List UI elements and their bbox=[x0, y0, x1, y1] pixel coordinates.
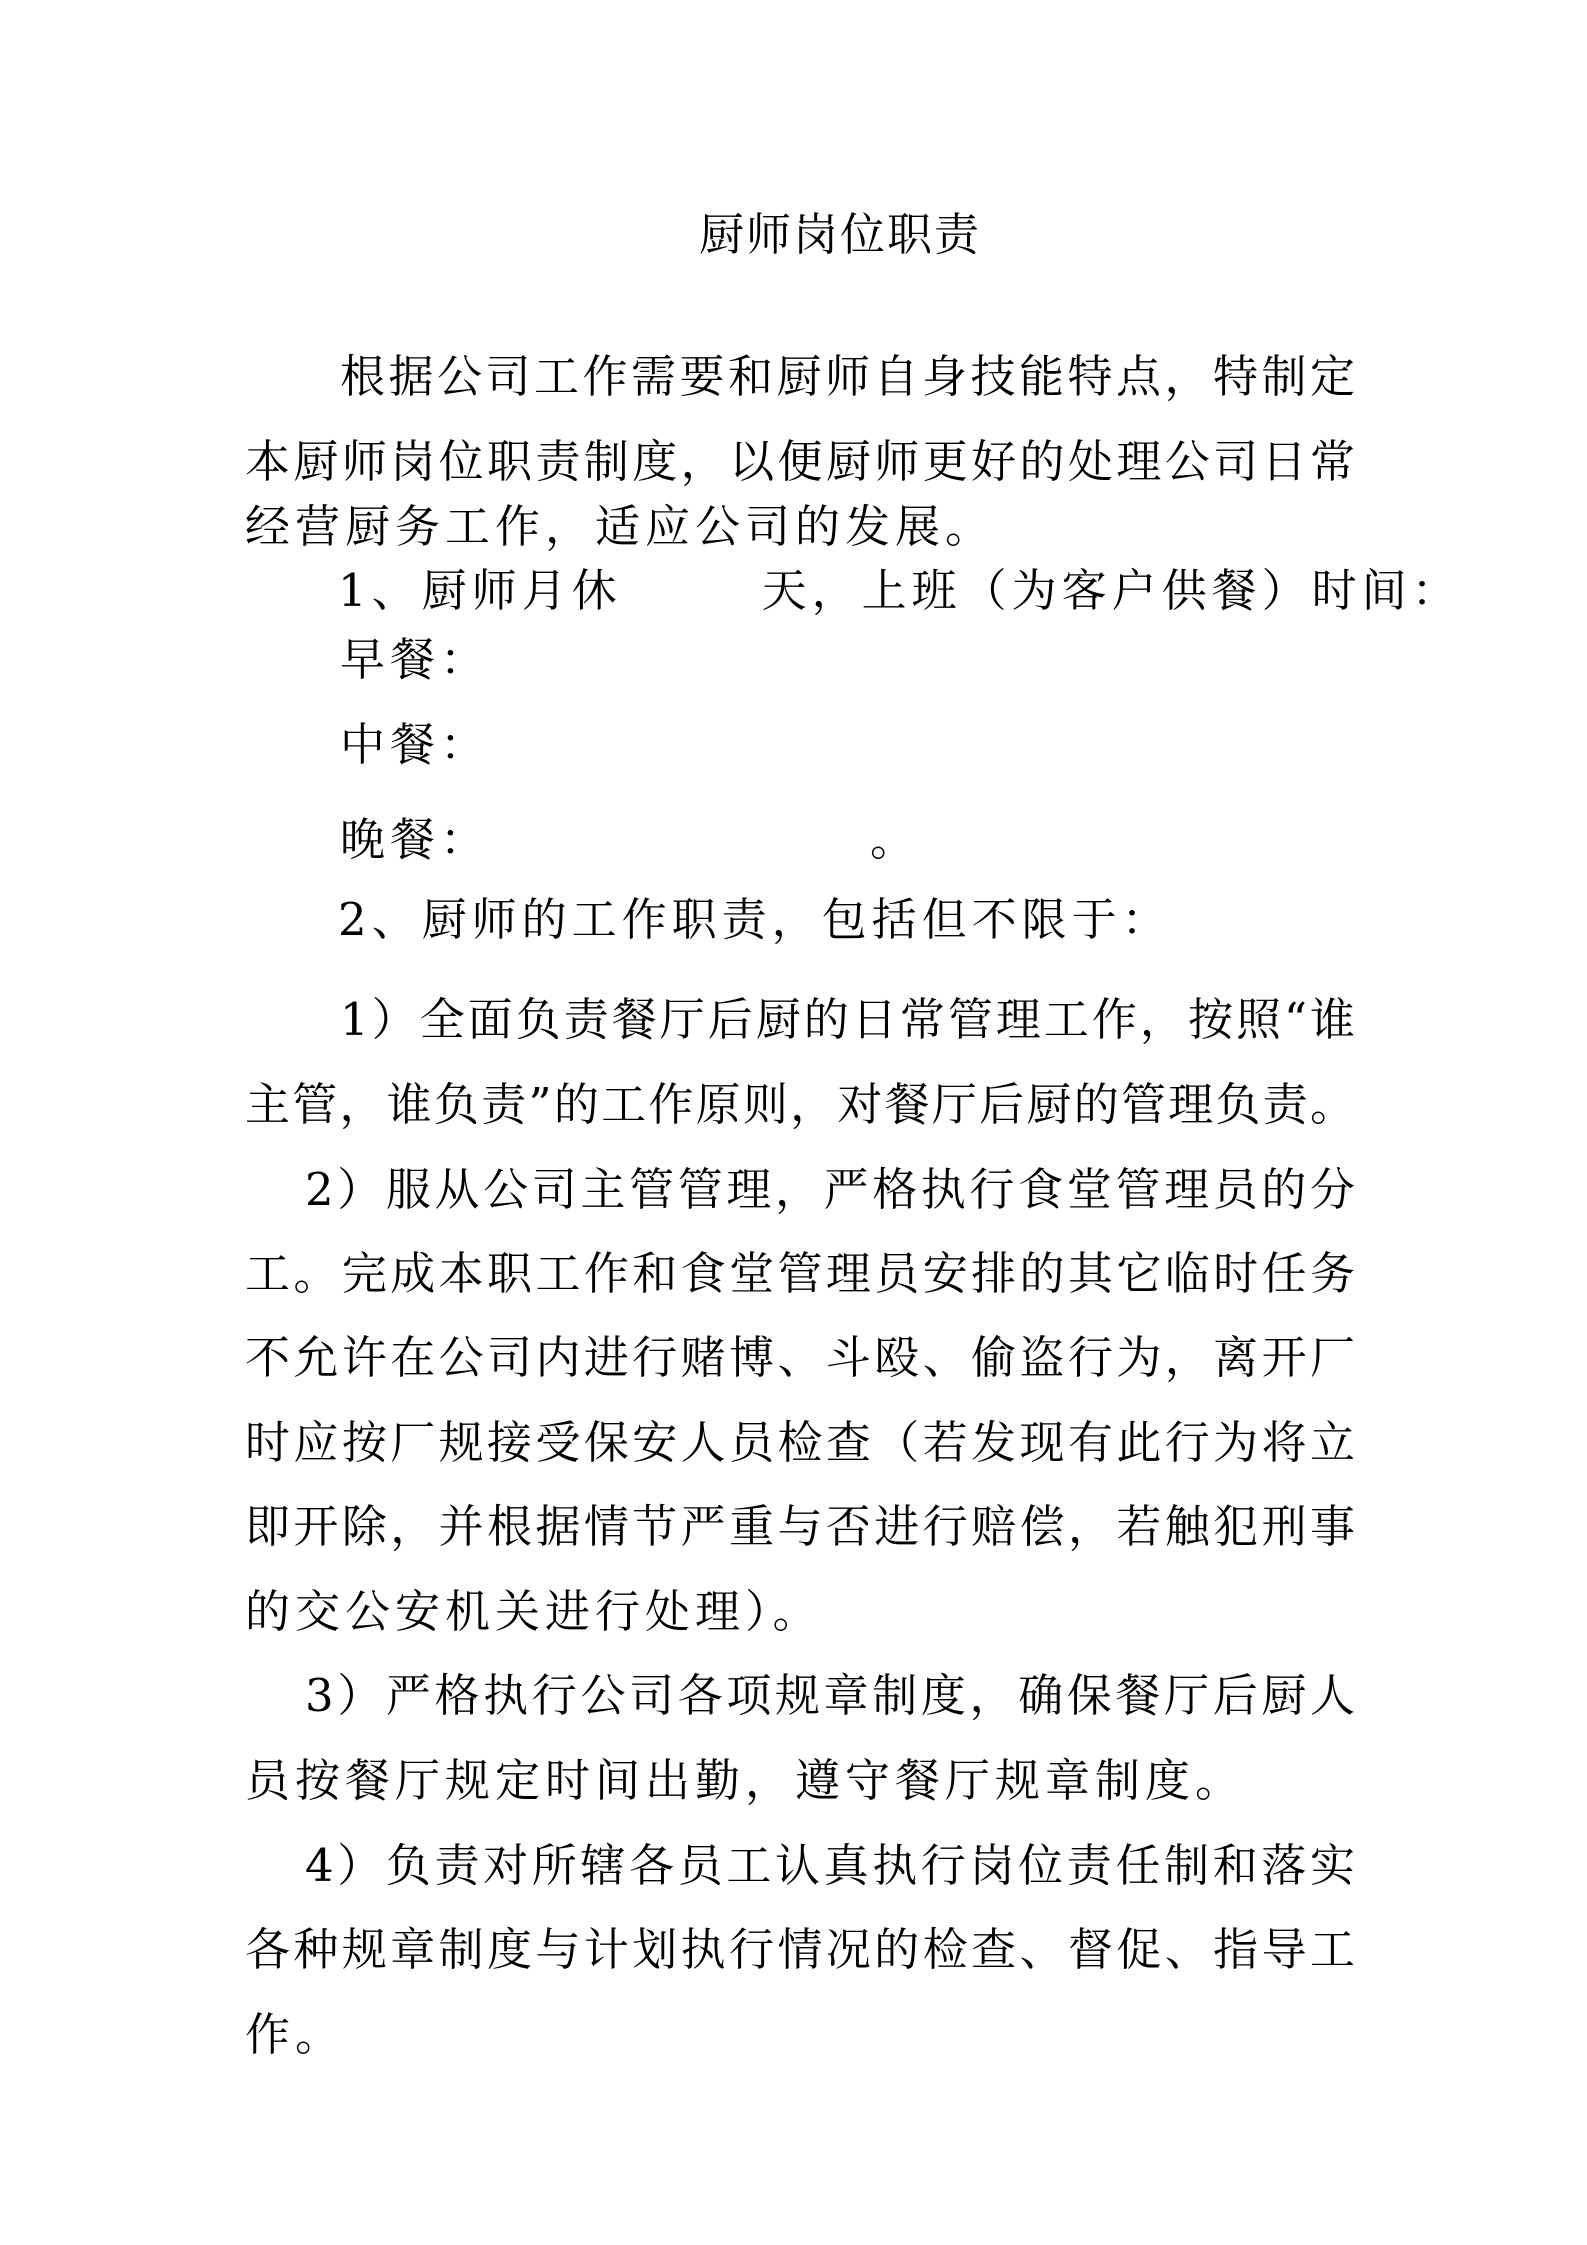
dinner-line bbox=[340, 810, 1450, 870]
duty-4-line-3: 作。 bbox=[245, 2008, 346, 2061]
rest-days-line bbox=[338, 561, 1462, 621]
duty-2-line-1: 2）服从公司主管管理，严格执行食堂管理员的分 bbox=[305, 1163, 1355, 1216]
paragraph-intro-line-3: 经营厨务工作，适应公司的发展。 bbox=[245, 500, 996, 553]
duty-4-line-1: 4）负责对所辖各员工认真执行岗位责任制和落实 bbox=[305, 1839, 1355, 1892]
duties-heading: 2、厨师的工作职责，包括但不限于： bbox=[338, 893, 1172, 946]
breakfast-line: 早餐： bbox=[340, 633, 491, 686]
duty-1-line-1: 1）全面负责餐厅后厨的日常管理工作，按照“谁 bbox=[340, 993, 1355, 1046]
paragraph-intro-line-2: 本厨师岗位职责制度，以便厨师更好的处理公司日常 bbox=[245, 435, 1355, 488]
duty-2-line-4: 时应按厂规接受保安人员检查（若发现有此行为将立 bbox=[245, 1416, 1355, 1469]
duty-2-line-6: 的交公安机关进行处理）。 bbox=[245, 1585, 823, 1638]
document-title: 厨师岗位职责 bbox=[698, 208, 981, 261]
duty-2-line-2: 工。完成本职工作和食堂管理员安排的其它临时任务 bbox=[245, 1247, 1355, 1300]
lunch-line: 中餐： bbox=[340, 718, 491, 771]
duty-3-line-2: 员按餐厅规定时间出勤，遵守餐厅规章制度。 bbox=[245, 1754, 1246, 1807]
dinner-period: 。 bbox=[870, 813, 921, 866]
work-hours-label: 天，上班（为客户供餐）时间： bbox=[761, 564, 1462, 617]
dinner-label: 晚餐： bbox=[340, 813, 491, 866]
duty-3-line-1: 3）严格执行公司各项规章制度，确保餐厅后厨人 bbox=[305, 1669, 1355, 1722]
rest-days-label: 1、厨师月休 bbox=[338, 564, 622, 617]
duty-4-line-2: 各种规章制度与计划执行情况的检查、督促、指导工 bbox=[245, 1923, 1355, 1976]
duty-2-line-3: 不允许在公司内进行赌博、斗殴、偷盗行为，离开厂 bbox=[245, 1331, 1355, 1384]
duty-1-line-2: 主管，谁负责”的工作原则，对餐厅后厨的管理负责。 bbox=[245, 1078, 1355, 1131]
duty-2-line-5: 即开除，并根据情节严重与否进行赔偿，若触犯刑事 bbox=[245, 1500, 1355, 1553]
paragraph-intro-line-1: 根据公司工作需要和厨师自身技能特点，特制定 bbox=[340, 350, 1355, 403]
